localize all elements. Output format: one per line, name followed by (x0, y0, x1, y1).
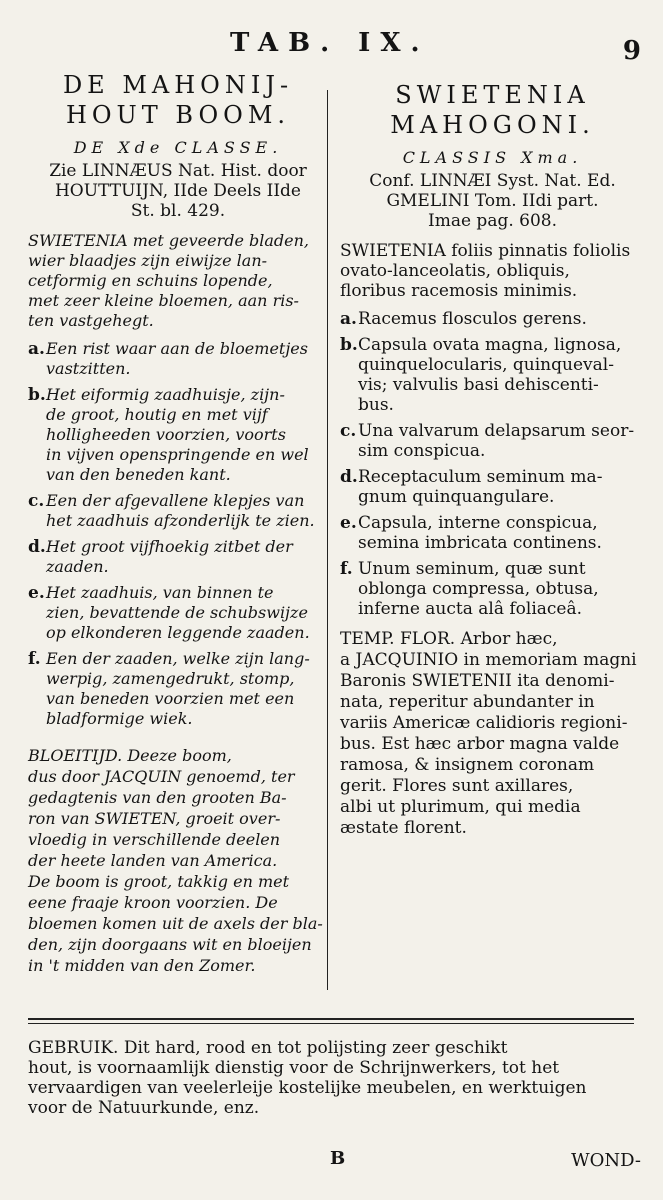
page-number: 9 (622, 36, 641, 66)
figure-letter: f. (28, 649, 41, 669)
dutch-title: DE MAHONIJ- HOUT BOOM. (62, 71, 294, 129)
figure-text: Het eiformig zaadhuisje, zijn- de groot, houtig en met vijf holligheeden voorzien, voorts in vijven openspringende en wel van den beneden kant. (46, 385, 309, 484)
usage-paragraph: GEBRUIK. Dit hard, rood en tot polijsting zeer geschikt hout, is voornaamlijk dienstig voor de Schrijnwerkers, tot het vervaardigen van veelerleije kostelijke meubelen, en werktuigen voor de Natuurkunde, enz. (28, 1038, 587, 1118)
plate-title: TAB. IX. (230, 28, 430, 58)
dutch-figure-list (28, 339, 328, 729)
figure-letter: b. (340, 335, 358, 355)
catchword: WOND- (571, 1150, 641, 1171)
signature-mark: B (330, 1148, 346, 1169)
column-divider (327, 90, 328, 990)
latin-flowering-time: TEMP. FLOR. Arbor hæc, a JACQUINIO in memoriam magni Baronis SWIETENII ita denomi- nata, reperitur abundanter in variis Americæ calidioris regioni- bus. Est hæc arbor magna valde ramosa, & insignem coronam gerit. Flores sunt axillares, albi ut plurimum, qui media æstate florent. (340, 629, 637, 838)
figure-letter: c. (28, 491, 45, 511)
list-item (340, 559, 645, 619)
figure-letter: e. (28, 583, 45, 603)
figure-letter: a. (340, 309, 357, 329)
figure-text: Racemus flosculos gerens. (358, 309, 587, 329)
list-item (28, 649, 328, 729)
horizontal-rule-thin (28, 1023, 634, 1024)
figure-letter: e. (340, 513, 357, 533)
figure-letter: f. (340, 559, 353, 579)
list-item (340, 421, 645, 461)
dutch-reference: Zie LINNÆUS Nat. Hist. door HOUTTUIJN, IIde Deels IIde St. bl. 429. (49, 161, 307, 221)
dutch-column (28, 70, 328, 976)
list-item (28, 583, 328, 643)
dutch-flowering-time: BLOEITIJD. Deeze boom, dus door JACQUIN genoemd, ter gedagtenis van den grooten Ba- ron van SWIETEN, groeit over- vloedig in verschillende deelen der heete landen van America. De boom is groot, takkig en met eene fraaje kroon voorzien. De bloemen komen uit de axels der bla- den, zijn doorgaans wit en bloeijen in 't midden van den Zomer. (28, 746, 323, 975)
list-item (28, 537, 328, 577)
latin-title: SWIETENIA MAHOGONI. (390, 81, 595, 139)
list-item (28, 339, 328, 379)
figure-letter: c. (340, 421, 357, 441)
figure-letter: d. (340, 467, 358, 487)
dutch-description: SWIETENIA met geveerde bladen, wier blaadjes zijn eiwijze lan- cetformig en schuins lopende, met zeer kleine bloemen, aan ris- ten vastgehegt. (28, 231, 310, 330)
latin-reference: Conf. LINNÆI Syst. Nat. Ed. GMELINI Tom. IIdi part. Imae pag. 608. (369, 171, 616, 231)
figure-text: Unum seminum, quæ sunt oblonga compressa, obtusa, inferne aucta alâ foliaceâ. (358, 559, 599, 619)
figure-text: Capsula ovata magna, lignosa, quinquelocularis, quinqueval- vis; valvulis basi dehiscenti- bus. (358, 335, 622, 415)
figure-text: Het groot vijfhoekig zitbet der zaaden. (46, 537, 293, 576)
list-item (340, 467, 645, 507)
list-item (28, 385, 328, 485)
figure-text: Het zaadhuis, van binnen te zien, bevattende de schubswijze op elkonderen leggende zaaden. (46, 583, 310, 642)
latin-class: CLASSIS Xma. (402, 148, 583, 167)
list-item (340, 513, 645, 553)
figure-text: Una valvarum delapsarum seor- sim conspicua. (358, 421, 635, 461)
list-item (340, 309, 645, 329)
latin-figure-list (340, 309, 645, 619)
figure-text: Capsula, interne conspicua, semina imbricata continens. (358, 513, 602, 553)
list-item (28, 491, 328, 531)
figure-letter: d. (28, 537, 46, 557)
latin-column (340, 80, 645, 839)
list-item (340, 335, 645, 415)
figure-text: Een der zaaden, welke zijn lang- werpig, zamengedrukt, stomp, van beneden voorzien met een bladformige wiek. (46, 649, 310, 728)
figure-text: Een der afgevallene klepjes van het zaadhuis afzonderlijk te zien. (46, 491, 315, 530)
figure-text: Een rist waar aan de bloemetjes vastzitten. (46, 339, 308, 378)
figure-text: Receptaculum seminum ma- gnum quinquangulare. (358, 467, 603, 507)
dutch-class: DE Xde CLASSE. (73, 138, 283, 157)
latin-description: SWIETENIA foliis pinnatis foliolis ovato-lanceolatis, obliquis, floribus racemosis minimis. (340, 241, 631, 301)
figure-letter: a. (28, 339, 45, 359)
horizontal-rule (28, 1018, 634, 1020)
figure-letter: b. (28, 385, 46, 405)
